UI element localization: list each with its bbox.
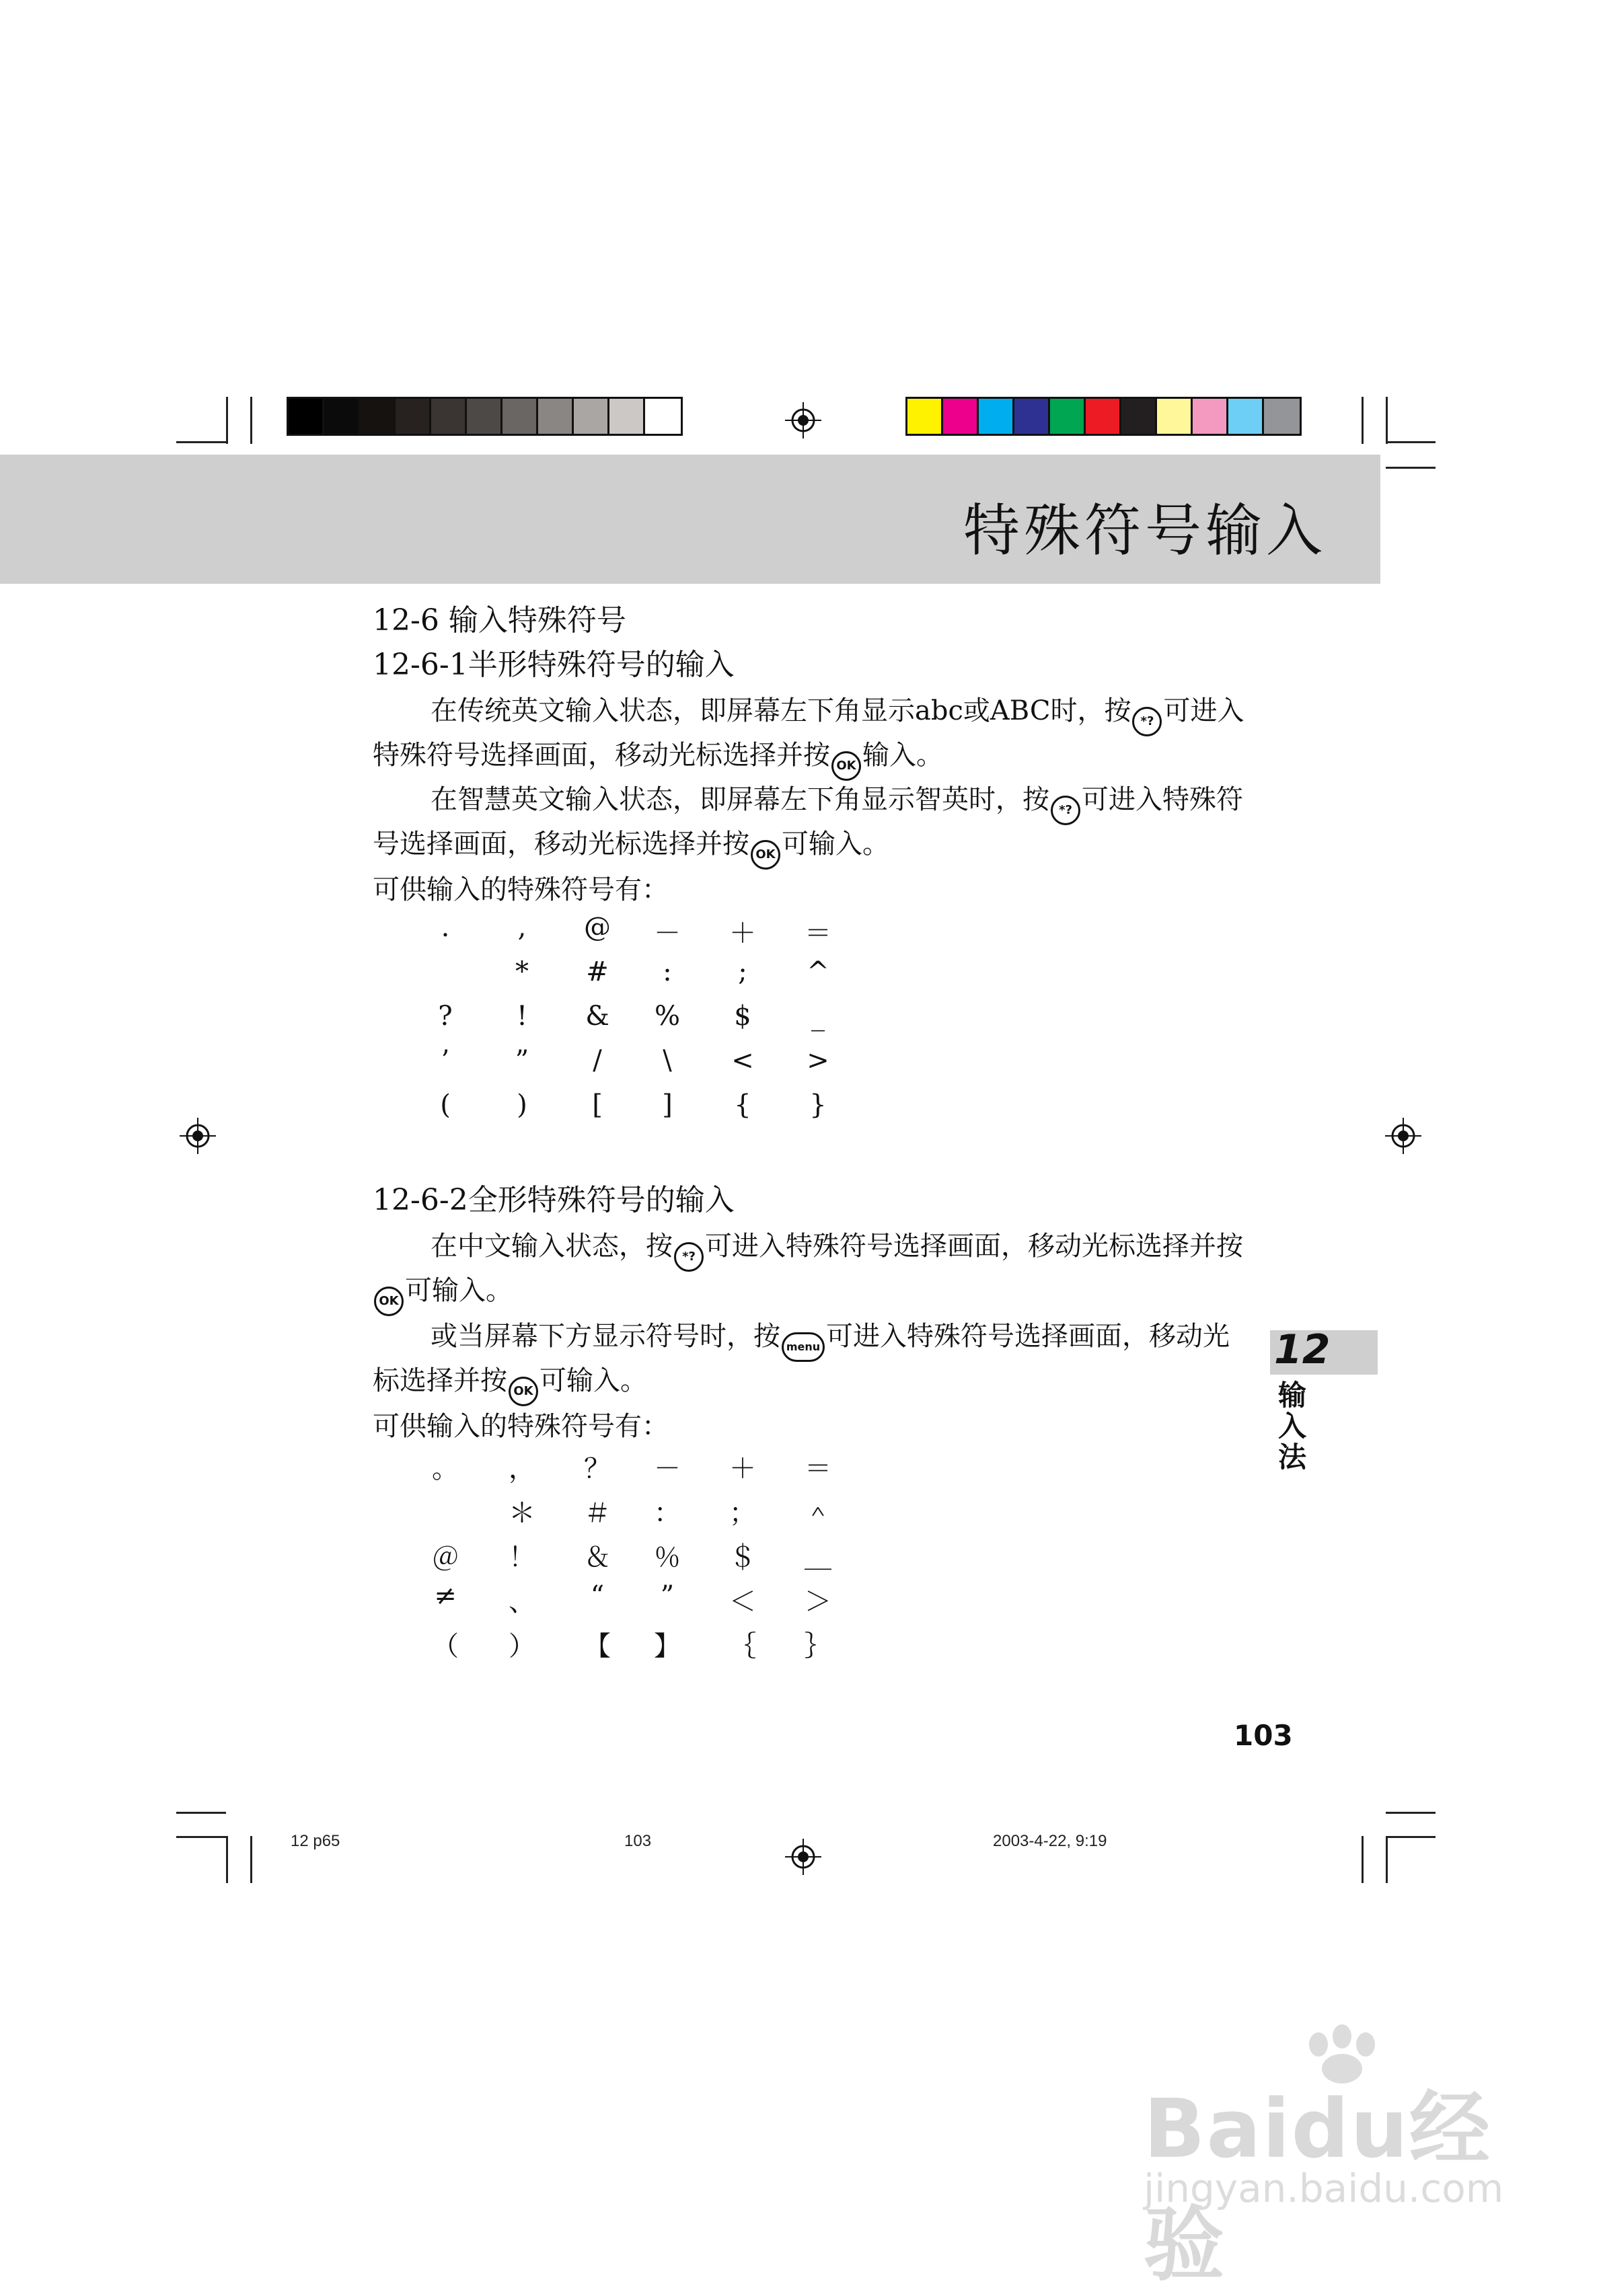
symbol-cell: ＞	[805, 1586, 831, 1617]
full-width-paragraph-1-line-2: OK 可输入。	[373, 1268, 513, 1316]
full-width-paragraph-2-line-2: 标选择并按 OK 可输入。	[373, 1359, 647, 1406]
symbol-cell: ｛	[729, 1631, 756, 1662]
symbol-cell: @	[584, 912, 611, 943]
half-width-paragraph-1-line-1: 在传统英文输入状态，即屏幕左下角显示abc或ABC时，按 *? 可进入	[431, 689, 1244, 736]
symbol-cell: ＝	[805, 918, 831, 949]
half-width-paragraph-2-line-1: 在智慧英文输入状态，即屏幕左下角显示智英时，按 *? 可进入特殊符	[431, 777, 1243, 825]
symbol-cell: ）	[509, 1631, 535, 1662]
ok-key-icon: OK	[751, 840, 780, 870]
gray-swatch-11	[645, 399, 681, 434]
symbol-cell: ＋	[729, 1453, 756, 1484]
gray-swatch-6	[467, 399, 502, 434]
color-swatch-7	[1121, 399, 1157, 434]
full-width-list-label: 可供输入的特殊符号有：	[373, 1411, 669, 1442]
star-key-icon: *?	[1132, 707, 1162, 736]
symbol-cell: [	[592, 1089, 603, 1120]
symbol-cell: .	[441, 912, 450, 943]
symbol-cell: ”	[660, 1580, 675, 1611]
ok-key-icon: OK	[374, 1287, 404, 1316]
registration-mark-right	[1385, 1118, 1421, 1154]
symbol-cell: !	[516, 1001, 528, 1032]
color-swatch-6	[1086, 399, 1121, 434]
full-width-paragraph-2-line-1: 或当屏幕下方显示符号时，按 menu 可进入特殊符号选择画面，移动光	[431, 1314, 1230, 1362]
symbol-cell: ｝	[805, 1631, 831, 1662]
header-band	[0, 455, 1380, 584]
symbol-cell: ＃	[584, 1498, 611, 1529]
gray-swatch-7	[502, 399, 538, 434]
color-swatch-5	[1050, 399, 1086, 434]
half-width-paragraph-2-line-2: 号选择画面，移动光标选择并按 OK 可输入。	[373, 822, 889, 870]
gray-color-bar	[287, 397, 683, 436]
gray-swatch-9	[574, 399, 609, 434]
symbol-cell: ＊	[509, 1498, 535, 1529]
symbol-cell: 【	[584, 1631, 611, 1662]
gray-swatch-5	[431, 399, 467, 434]
symbol-cell: )	[517, 1089, 527, 1120]
symbol-cell: ＝	[805, 1453, 831, 1484]
symbol-cell: －	[654, 918, 681, 949]
registration-mark-top	[785, 402, 821, 438]
ok-key-icon: OK	[509, 1377, 538, 1406]
section-heading: 12-6 输入特殊符号	[373, 603, 626, 638]
color-swatch-4	[1014, 399, 1050, 434]
gray-swatch-3	[360, 399, 396, 434]
gray-swatch-10	[609, 399, 645, 434]
gray-swatch-1	[289, 399, 324, 434]
symbol-cell: ＿	[805, 1542, 831, 1573]
symbol-cell: ：	[654, 1498, 681, 1529]
page-title: 特殊符号输入	[963, 498, 1327, 564]
color-swatch-2	[943, 399, 979, 434]
symbol-cell: ，	[509, 1453, 535, 1484]
symbol-cell: －	[654, 1453, 681, 1484]
star-key-icon: *?	[674, 1242, 704, 1272]
color-swatch-1	[907, 399, 943, 434]
color-swatch-3	[979, 399, 1014, 434]
symbol-cell: ＾	[805, 1498, 831, 1529]
symbol-cell: <	[731, 1045, 754, 1076]
symbol-cell: 】	[654, 1631, 681, 1662]
symbol-cell: *	[515, 956, 529, 987]
symbol-cell: ！	[509, 1542, 535, 1573]
chapter-label: 输入法	[1278, 1379, 1307, 1474]
symbol-cell: “	[590, 1580, 605, 1611]
symbol-cell: >	[807, 1045, 829, 1076]
baidu-watermark	[1144, 2024, 1520, 2292]
symbol-cell: _	[811, 1001, 825, 1032]
symbol-cell: ＜	[729, 1586, 756, 1617]
footer-timestamp: 2003-4-22, 9:19	[993, 1832, 1107, 1850]
symbol-cell: ”	[515, 1045, 529, 1076]
symbol-cell: /	[593, 1045, 602, 1076]
symbol-cell: \	[663, 1045, 672, 1076]
symbol-cell: ^	[807, 956, 829, 987]
color-swatch-8	[1157, 399, 1193, 434]
symbol-cell: #	[586, 956, 609, 987]
symbol-cell: (	[440, 1089, 451, 1120]
watermark-brand: Baidu经验	[1144, 2083, 1491, 2292]
half-width-paragraph-1-line-2: 特殊符号选择画面，移动光标选择并按 OK 输入。	[373, 733, 943, 781]
full-width-heading: 12-6-2全形特殊符号的输入	[373, 1183, 735, 1217]
watermark-url: jingyan.baidu.com	[1144, 2166, 1504, 2211]
ok-key-icon: OK	[831, 751, 861, 781]
half-width-heading: 12-6-1半形特殊符号的输入	[373, 648, 735, 682]
symbol-cell: :	[663, 956, 672, 987]
symbol-cell: ％	[654, 1542, 681, 1573]
symbol-cell: ≠	[434, 1580, 457, 1611]
gray-swatch-4	[396, 399, 431, 434]
symbol-cell: $	[734, 1001, 751, 1032]
color-swatch-11	[1264, 399, 1300, 434]
symbol-cell: ]	[662, 1089, 673, 1120]
symbol-cell: ？	[584, 1453, 611, 1484]
symbol-cell: 、	[509, 1586, 535, 1617]
symbol-cell: ,	[517, 912, 527, 943]
symbol-cell: ；	[729, 1498, 756, 1529]
symbol-cell: ＆	[584, 1542, 611, 1573]
half-width-list-label: 可供输入的特殊符号有：	[373, 874, 669, 905]
symbol-cell: ?	[438, 1001, 453, 1032]
menu-key-icon: menu	[782, 1332, 825, 1362]
process-color-bar	[905, 397, 1302, 436]
full-width-paragraph-1-line-1: 在中文输入状态，按 *? 可进入特殊符号选择画面，移动光标选择并按	[431, 1224, 1243, 1272]
symbol-cell: }	[809, 1089, 827, 1120]
gray-swatch-2	[324, 399, 360, 434]
symbol-cell: %	[654, 1001, 680, 1032]
color-swatch-10	[1228, 399, 1264, 434]
symbol-cell: {	[734, 1089, 751, 1120]
footer-file: 12 p65	[291, 1832, 340, 1850]
symbol-cell: （	[432, 1631, 459, 1662]
chapter-number: 12	[1274, 1326, 1331, 1373]
footer-page: 103	[624, 1832, 652, 1850]
gray-swatch-8	[538, 399, 574, 434]
registration-mark-bottom	[785, 1839, 821, 1875]
symbol-cell: ’	[441, 1045, 450, 1076]
color-swatch-9	[1193, 399, 1228, 434]
page-number: 103	[1234, 1719, 1293, 1752]
symbol-cell: ＋	[729, 918, 756, 949]
symbol-cell: ＄	[729, 1542, 756, 1573]
symbol-cell: ＠	[432, 1542, 459, 1573]
symbol-cell: &	[585, 1001, 609, 1032]
symbol-cell: 。	[432, 1453, 459, 1484]
star-key-icon: *?	[1051, 796, 1080, 825]
symbol-cell: ;	[738, 956, 747, 987]
registration-mark-left	[180, 1118, 216, 1154]
